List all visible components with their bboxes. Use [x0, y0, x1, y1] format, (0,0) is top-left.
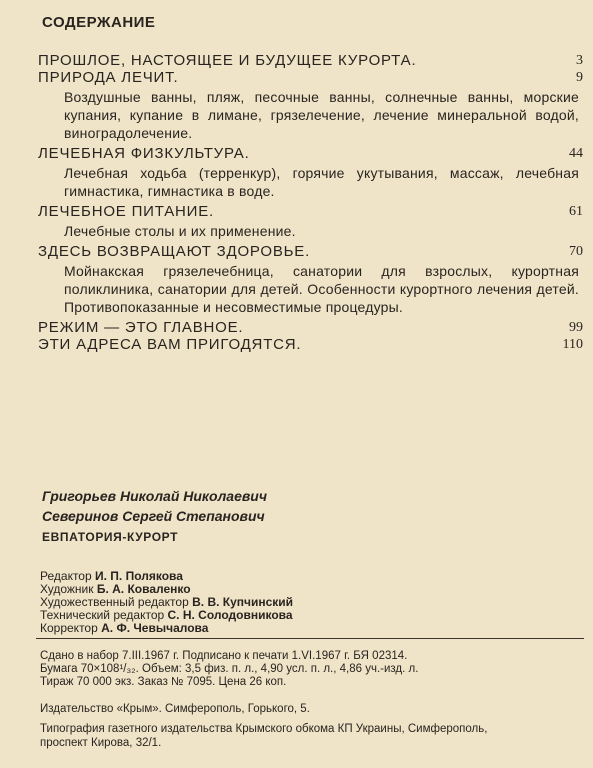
imprint-line: Тираж 70 000 экз. Заказ № 7095. Цена 26 коп. — [40, 676, 287, 688]
toc-entry-page-number: 99 — [569, 320, 583, 335]
credit-name: В. В. Купчинский — [192, 595, 294, 609]
toc-entry-title: ЛЕЧЕБНАЯ ФИЗКУЛЬТУРА. — [38, 145, 250, 162]
toc-entry-page-number: 61 — [569, 204, 583, 219]
credit-role: Художник — [40, 582, 94, 596]
credit-name: Б. А. Коваленко — [96, 582, 191, 596]
credits-block — [40, 570, 293, 635]
toc-entry-title: ЭТИ АДРЕСА ВАМ ПРИГОДЯТСЯ. — [38, 336, 302, 353]
toc-entry-title: ПРОШЛОЕ, НАСТОЯЩЕЕ И БУДУЩЕЕ КУРОРТА. — [38, 52, 417, 69]
toc-entry-page-number: 110 — [562, 337, 583, 352]
toc-entry-page-number: 44 — [569, 146, 583, 161]
book-title: ЕВПАТОРИЯ-КУРОРТ — [42, 530, 179, 544]
toc-entry-title: РЕЖИМ — ЭТО ГЛАВНОЕ. — [38, 319, 244, 336]
toc-entry — [38, 52, 583, 69]
toc-entry-title: ПРИРОДА ЛЕЧИТ. — [38, 69, 179, 86]
credit-name: С. Н. Солодовникова — [167, 608, 293, 622]
toc-entry-page-number: 3 — [576, 53, 583, 68]
credit-role: Корректор — [40, 621, 98, 635]
toc-entry — [38, 243, 583, 316]
toc-entry-description: Мойнакская грязелечебница, санатории для взрослых, курортная поликлиника, санатории для детей. Особенности курортного лечения детей. Противопоказанные и несовместимые процедуры. — [64, 263, 579, 315]
imprint-line: Бумага 70×108¹/₃₂. Объем: 3,5 физ. п. л., 4,90 усл. п. л., 4,86 уч.-изд. л. — [40, 663, 419, 675]
credit-role: Технический редактор — [40, 608, 165, 622]
authors-block — [42, 486, 267, 526]
toc-entry-page-number: 70 — [569, 244, 583, 259]
author-name: Григорьев Николай Николаевич — [42, 488, 268, 504]
credit-name: И. П. Полякова — [95, 569, 183, 583]
toc-entry-page-number: 9 — [576, 70, 583, 85]
divider-rule — [36, 638, 584, 639]
credit-role: Редактор — [40, 569, 92, 583]
toc-entry-description: Лечебная ходьба (терренкур), горячие укутывания, массаж, лечебная гимнастика, гимнастика в воде. — [64, 165, 579, 199]
table-of-contents — [38, 52, 583, 353]
toc-entry — [38, 69, 583, 142]
toc-entry — [38, 319, 583, 336]
printer-line: Типография газетного издательства Крымского обкома КП Украины, Симферополь, проспект Кирова, 32/1. — [40, 723, 488, 749]
imprint-block — [40, 650, 585, 689]
credit-role: Художественный редактор — [40, 595, 189, 609]
credit-name: А. Ф. Чевычалова — [101, 621, 209, 635]
toc-entry-title: ЗДЕСЬ ВОЗВРАЩАЮТ ЗДОРОВЬЕ. — [38, 243, 311, 260]
author-name: Северинов Сергей Степанович — [42, 508, 265, 524]
credit-line — [40, 622, 293, 635]
contents-heading: СОДЕРЖАНИЕ — [42, 14, 156, 31]
toc-entry-description: Лечебные столы и их применение. — [64, 223, 296, 239]
toc-entry — [38, 336, 583, 353]
imprint-line: Сдано в набор 7.III.1967 г. Подписано к печати 1.VI.1967 г. БЯ 02314. — [40, 650, 408, 662]
toc-entry-title: ЛЕЧЕБНОЕ ПИТАНИЕ. — [38, 203, 214, 220]
toc-entry — [38, 145, 583, 200]
toc-entry-description: Воздушные ванны, пляж, песочные ванны, солнечные ванны, морские купания, купание в лимане, грязелечение, лечение минеральной водой, виноградолечение. — [64, 89, 579, 141]
publisher-line: Издательство «Крым». Симферополь, Горького, 5. — [40, 703, 310, 715]
toc-entry — [38, 203, 583, 240]
